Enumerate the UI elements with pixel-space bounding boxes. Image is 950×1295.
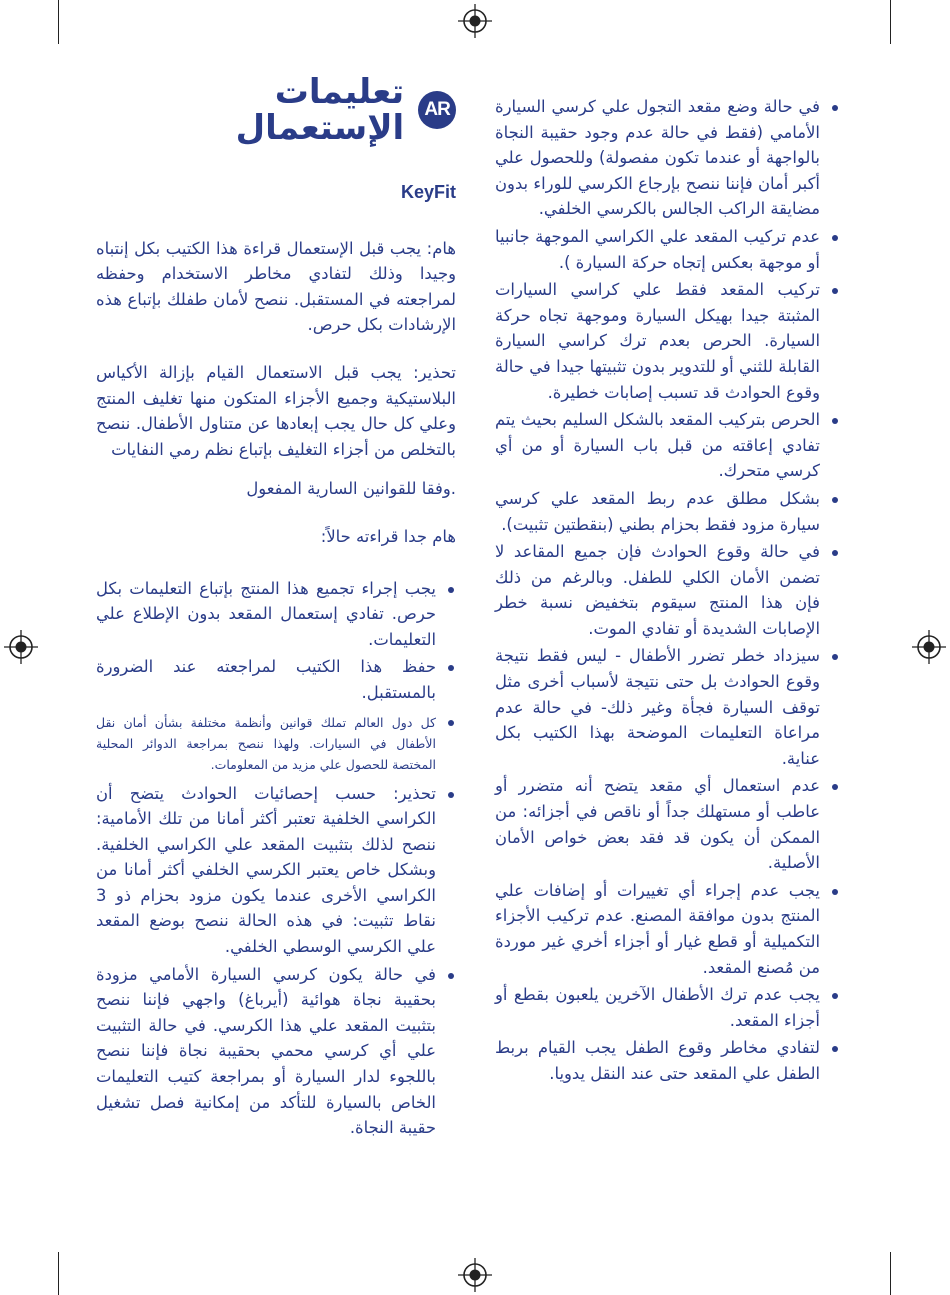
bullet-icon [832,235,838,241]
bullet-icon [448,720,454,726]
list-item: عدم استعمال أي مقعد يتضح أنه متضرر أو عاطب أو مستهلك جداً أو ناقص في أجزائه: من الممكن أن يكون قد فقد بعض خواص الأمان الأصلية. [495,773,840,875]
section-heading: هام جدا قراءته حالاً: [320,526,456,546]
list-item: سيزداد خطر تضرر الأطفال - ليس فقط نتيجة وقوع الحوادث بل حتى نتيجة لأسباب أخرى مثل توقف السيارة فجأة وغير ذلك- في حالة عدم مراعاة التعليمات الموضحة بهذا الكتيب بكل عناية. [495,643,840,771]
crop-mark [58,0,59,44]
bullet-icon [832,889,838,895]
list-item: يجب عدم ترك الأطفال الآخرين يلعبون بقطع أو أجزاء المقعد. [495,982,840,1033]
warning-paragraph: تحذير: يجب قبل الاستعمال القيام بإزالة الأكياس البلاستيكية وجميع الأجزاء المتكون منها تغليف المنتج وعلي كل حال يجب إبعادها عن متناول الأطفال. ننصح بالتخلص من أجزاء التغليف بإتباع نظم رمي النفايات [96,362,456,459]
list-item: حفظ هذا الكتيب لمراجعته عند الضرورة بالمستقبل. [96,654,456,705]
bullet-icon [448,587,454,593]
bullet-icon [448,973,454,979]
list-item: في حالة وضع مقعد التجول علي كرسي السيارة الأمامي (فقط في حالة عدم وجود حقيبة النجاة بالواجهة أو عندما تكون مفصولة) وللحصول علي أكبر أمان فإننا ننصح بإرجاع الكرسي للوراء بدون مضايقة الراكب الجالس بالكرسي الخلفي. [495,94,840,222]
list-item: كل دول العالم تملك قوانين وأنظمة مختلفة بشأن أمان نقل الأطفال في السيارات. ولهذا ننصح بمراجعة الدوائر المحلية المختصة للحصول علي مزيد من المعلومات. [96,712,456,775]
list-item: تحذير: حسب إحصائيات الحوادث يتضح أن الكراسي الخلفية تعتبر أكثر أمانا من تلك الأمامية: ننصح لذلك بتثبيت المقعد علي الكراسي الخلفية. وبشكل خاص يعتبر الكرسي الخلفي أكثر أمانا من الكراسي الأخرى عندما يكون مزود بحزام ذو 3 نقاط تثبيت: في هذه الحالة ننصح بوضع المقعد علي الكرسي الوسطي الخلفي. [96,781,456,960]
registration-mark-icon [458,4,492,38]
list-item: بشكل مطلق عدم ربط المقعد علي كرسي سيارة مزود فقط بحزام بطني (بنقطتين تثبيت). [495,486,840,537]
bullet-icon [832,418,838,424]
bullet-icon [832,550,838,556]
page-title: تعليمات الإستعمال [235,72,405,148]
list-item: عدم تركيب المقعد علي الكراسي الموجهة جانبيا أو موجهة بعكس إتجاه حركة السيارة ). [495,224,840,275]
right-bullet-list [495,94,840,1087]
bullet-icon [832,784,838,790]
list-item: في حالة وقوع الحوادث فإن جميع المقاعد لا تضمن الأمان الكلي للطفل. وبالرغم من ذلك فإن هذا المنتج سيقوم بتخفيض نسبة خطر الإصابات الشديدة أو تفادي الموت. [495,539,840,641]
bullet-icon [448,665,454,671]
crop-mark [890,1252,891,1295]
header [96,72,456,148]
warning-continuation: .وفقا للقوانين السارية المفعول [246,479,456,499]
list-item: لتفادي مخاطر وقوع الطفل يجب القيام بربط الطفل علي المقعد حتى عند النقل يدويا. [495,1035,840,1086]
bullet-icon [832,1046,838,1052]
bullet-icon [832,993,838,999]
list-item: يجب عدم إجراء أي تغييرات أو إضافات علي المنتج بدون موافقة المصنع. عدم تركيب الأجزاء التكميلية أو قطع غيار أو أجزاء أخري غير موردة من مُصنع المقعد. [495,878,840,980]
crop-mark [890,0,891,44]
registration-mark-icon [4,630,38,664]
bullet-icon [832,105,838,111]
bullet-icon [832,654,838,660]
product-name: KeyFit [400,182,456,202]
list-item: الحرص بتركيب المقعد بالشكل السليم بحيث يتم تفادي إعاقته من قبل باب السيارة أو من أي كرسي متحرك. [495,407,840,484]
bullet-icon [448,792,454,798]
list-item: يجب إجراء تجميع هذا المنتج بإتباع التعليمات بكل حرص. تفادي إستعمال المقعد بدون الإطلاع علي التعليمات. [96,576,456,653]
list-item: تركيب المقعد فقط علي كراسي السيارات المثبتة جيدا بهيكل السيارة وموجهة تجاه حركة السيارة. الحرص بعدم ترك كراسي السيارة القابلة للثني أو للتدوير بدون تثبيتها جيدا في حالة وقوع الحوادث قد تسبب إصابات خطيرة. [495,277,840,405]
list-item: في حالة يكون كرسي السيارة الأمامي مزودة بحقيبة نجاة هوائية (أيرباغ) واجهي فإننا ننصح بتثبيت المقعد علي هذا الكرسي. في حالة التثبيت علي أي كرسي محمي بحقيبة نجاة فإننا ننصح باللجوء لدار السيارة أو بمراجعة كتيب التعليمات الخاص بالسيارة للتأكد من إمكانية فصل تشغيل حقيبة النجاة. [96,962,456,1141]
registration-mark-icon [458,1258,492,1292]
right-column [495,94,840,1089]
crop-mark [58,1252,59,1295]
left-bullet-list [96,576,456,1141]
registration-mark-icon [912,630,946,664]
bullet-icon [832,288,838,294]
left-column [96,72,456,1143]
language-badge: AR [418,91,456,129]
important-notice: هام: يجب قبل الإستعمال قراءة هذا الكتيب بكل إنتباه وجيدا وذلك لتفادي مخاطر الاستخدام وحفظه لمراجعته في المستقبل. ننصح لأمان طفلك بإتباع هذه الإرشادات بكل حرص. [96,238,456,335]
bullet-icon [832,497,838,503]
